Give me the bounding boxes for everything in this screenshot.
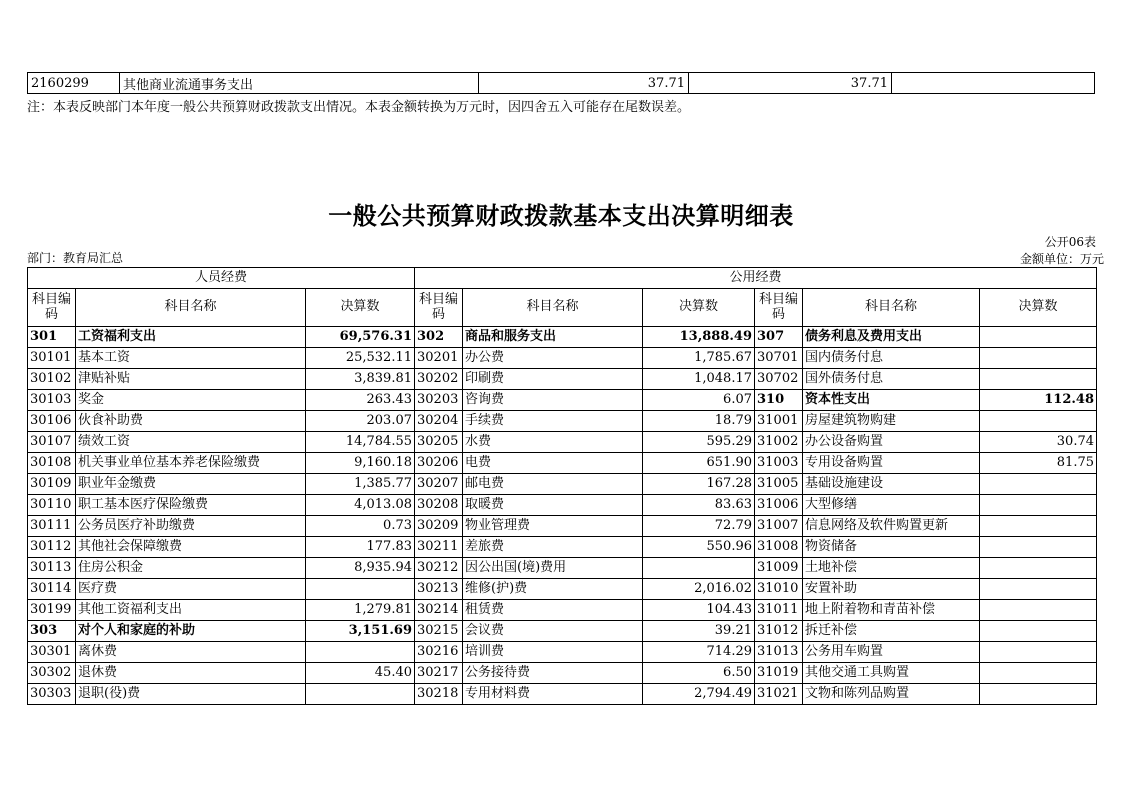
amount-cell: 14,784.55 (306, 432, 415, 453)
amount-cell (980, 369, 1097, 390)
subject-code-cell: 2160299 (28, 73, 120, 94)
table-row (28, 537, 1097, 558)
subject-code-cell: 30218 (415, 684, 463, 705)
subject-code-cell: 31013 (755, 642, 803, 663)
amount-cell: 6.50 (643, 663, 755, 684)
subject-code-cell: 31003 (755, 453, 803, 474)
subject-code-cell: 31007 (755, 516, 803, 537)
subject-name-cell: 手续费 (463, 411, 643, 432)
subject-code-cell: 30207 (415, 474, 463, 495)
amount-cell: 37.71 (689, 73, 892, 94)
table-row (28, 642, 1097, 663)
subject-name-cell: 差旅费 (463, 537, 643, 558)
amount-cell: 1,785.67 (643, 348, 755, 369)
subject-name-cell: 信息网络及软件购置更新 (803, 516, 980, 537)
table-row (28, 432, 1097, 453)
column-header-row (28, 289, 1097, 327)
subject-name-cell: 地上附着物和青苗补偿 (803, 600, 980, 621)
table-row (28, 73, 1095, 94)
amount-cell: 30.74 (980, 432, 1097, 453)
amount-header: 决算数 (643, 289, 755, 327)
table-row (28, 453, 1097, 474)
table-row (28, 579, 1097, 600)
amount-cell: 25,532.11 (306, 348, 415, 369)
subject-code-cell: 31021 (755, 684, 803, 705)
code-header: 科目编码 (755, 289, 803, 327)
subject-name-cell: 其他社会保障缴费 (76, 537, 306, 558)
amount-cell: 8,935.94 (306, 558, 415, 579)
table-row (28, 390, 1097, 411)
subject-code-cell: 31019 (755, 663, 803, 684)
amount-cell (980, 411, 1097, 432)
table-note: 注：本表反映部门本年度一般公共预算财政拨款支出情况。本表金额转换为万元时，因四舍五入可能存在尾数误差。 (27, 100, 691, 115)
amount-cell: 0.73 (306, 516, 415, 537)
subject-code-cell: 301 (28, 327, 76, 348)
subject-code-cell: 30301 (28, 642, 76, 663)
subject-name-cell: 资本性支出 (803, 390, 980, 411)
amount-cell: 2,794.49 (643, 684, 755, 705)
amount-cell: 39.21 (643, 621, 755, 642)
subject-code-cell: 30113 (28, 558, 76, 579)
previous-table-tail (27, 72, 1095, 94)
subject-name-cell: 维修(护)费 (463, 579, 643, 600)
amount-cell: 18.79 (643, 411, 755, 432)
subject-code-cell: 31005 (755, 474, 803, 495)
subject-name-cell: 印刷费 (463, 369, 643, 390)
amount-cell: 714.29 (643, 642, 755, 663)
subject-code-cell: 30203 (415, 390, 463, 411)
subject-code-cell: 30209 (415, 516, 463, 537)
amount-cell (980, 663, 1097, 684)
name-header: 科目名称 (76, 289, 306, 327)
amount-cell (980, 558, 1097, 579)
subject-code-cell: 30107 (28, 432, 76, 453)
subject-code-cell: 30702 (755, 369, 803, 390)
public-expense-header: 公用经费 (415, 268, 1097, 289)
subject-code-cell: 30212 (415, 558, 463, 579)
subject-code-cell: 30103 (28, 390, 76, 411)
amount-cell: 651.90 (643, 453, 755, 474)
amount-cell: 9,160.18 (306, 453, 415, 474)
amount-cell: 37.71 (479, 73, 689, 94)
amount-cell: 3,151.69 (306, 621, 415, 642)
amount-cell: 167.28 (643, 474, 755, 495)
subject-code-cell: 30201 (415, 348, 463, 369)
table-row (28, 663, 1097, 684)
subject-name-cell: 物业管理费 (463, 516, 643, 537)
subject-code-cell: 30111 (28, 516, 76, 537)
amount-cell: 595.29 (643, 432, 755, 453)
amount-cell (980, 348, 1097, 369)
subject-name-cell: 邮电费 (463, 474, 643, 495)
subject-name-cell: 住房公积金 (76, 558, 306, 579)
amount-cell: 3,839.81 (306, 369, 415, 390)
subject-code-cell: 310 (755, 390, 803, 411)
subject-code-cell: 31012 (755, 621, 803, 642)
subject-name-cell: 取暖费 (463, 495, 643, 516)
subject-name-cell: 职业年金缴费 (76, 474, 306, 495)
subject-name-cell: 土地补偿 (803, 558, 980, 579)
subject-name-cell: 其他商业流通事务支出 (120, 73, 479, 94)
subject-code-cell: 30205 (415, 432, 463, 453)
amount-cell: 2,016.02 (643, 579, 755, 600)
subject-name-cell: 其他工资福利支出 (76, 600, 306, 621)
subject-name-cell: 商品和服务支出 (463, 327, 643, 348)
department-label: 部门：教育局汇总 (27, 251, 124, 265)
subject-name-cell: 基础设施建设 (803, 474, 980, 495)
subject-code-cell: 31008 (755, 537, 803, 558)
subject-name-cell: 大型修缮 (803, 495, 980, 516)
amount-cell: 81.75 (980, 453, 1097, 474)
subject-name-cell: 其他交通工具购置 (803, 663, 980, 684)
subject-code-cell: 302 (415, 327, 463, 348)
subject-code-cell: 30101 (28, 348, 76, 369)
amount-cell: 203.07 (306, 411, 415, 432)
subject-code-cell: 30216 (415, 642, 463, 663)
subject-code-cell: 307 (755, 327, 803, 348)
subject-name-cell: 绩效工资 (76, 432, 306, 453)
amount-cell (643, 558, 755, 579)
subject-name-cell: 退职(役)费 (76, 684, 306, 705)
table-code-label: 公开06表 (1044, 235, 1096, 249)
table-row (28, 411, 1097, 432)
subject-name-cell: 电费 (463, 453, 643, 474)
subject-name-cell: 安置补助 (803, 579, 980, 600)
amount-cell: 1,385.77 (306, 474, 415, 495)
amount-cell (980, 327, 1097, 348)
amount-cell (980, 516, 1097, 537)
amount-cell (306, 684, 415, 705)
subject-name-cell: 职工基本医疗保险缴费 (76, 495, 306, 516)
amount-cell: 104.43 (643, 600, 755, 621)
table-row (28, 600, 1097, 621)
amount-header: 决算数 (980, 289, 1097, 327)
subject-name-cell: 国内债务付息 (803, 348, 980, 369)
subject-code-cell: 30303 (28, 684, 76, 705)
subject-name-cell: 办公费 (463, 348, 643, 369)
table-row (28, 558, 1097, 579)
subject-name-cell: 公务接待费 (463, 663, 643, 684)
subject-code-cell: 31010 (755, 579, 803, 600)
subject-code-cell: 30202 (415, 369, 463, 390)
subject-name-cell: 租赁费 (463, 600, 643, 621)
table-row (28, 369, 1097, 390)
amount-cell: 4,013.08 (306, 495, 415, 516)
subject-code-cell: 30102 (28, 369, 76, 390)
page-title: 一般公共预算财政拨款基本支出决算明细表 (328, 202, 794, 230)
subject-code-cell: 31006 (755, 495, 803, 516)
amount-cell: 45.40 (306, 663, 415, 684)
subject-name-cell: 房屋建筑物购建 (803, 411, 980, 432)
amount-cell: 177.83 (306, 537, 415, 558)
amount-cell: 6.07 (643, 390, 755, 411)
subject-code-cell: 30206 (415, 453, 463, 474)
subject-code-cell: 31011 (755, 600, 803, 621)
subject-name-cell: 公务用车购置 (803, 642, 980, 663)
subject-name-cell: 机关事业单位基本养老保险缴费 (76, 453, 306, 474)
name-header: 科目名称 (463, 289, 643, 327)
subject-code-cell: 30215 (415, 621, 463, 642)
subject-code-cell: 30211 (415, 537, 463, 558)
amount-cell: 83.63 (643, 495, 755, 516)
subject-code-cell: 30204 (415, 411, 463, 432)
subject-name-cell: 公务员医疗补助缴费 (76, 516, 306, 537)
table-row (28, 495, 1097, 516)
amount-cell (980, 579, 1097, 600)
subject-name-cell: 会议费 (463, 621, 643, 642)
subject-name-cell: 对个人和家庭的补助 (76, 621, 306, 642)
subject-name-cell: 医疗费 (76, 579, 306, 600)
subject-code-cell: 30110 (28, 495, 76, 516)
subject-code-cell: 31001 (755, 411, 803, 432)
subject-code-cell: 30114 (28, 579, 76, 600)
subject-code-cell: 30217 (415, 663, 463, 684)
subject-name-cell: 专用设备购置 (803, 453, 980, 474)
code-header: 科目编码 (415, 289, 463, 327)
subject-code-cell: 30213 (415, 579, 463, 600)
amount-cell: 13,888.49 (643, 327, 755, 348)
amount-cell: 1,279.81 (306, 600, 415, 621)
amount-cell (892, 73, 1095, 94)
subject-name-cell: 债务利息及费用支出 (803, 327, 980, 348)
table-row (28, 474, 1097, 495)
amount-cell: 263.43 (306, 390, 415, 411)
subject-code-cell: 30701 (755, 348, 803, 369)
amount-cell (980, 600, 1097, 621)
subject-name-cell: 退休费 (76, 663, 306, 684)
subject-name-cell: 伙食补助费 (76, 411, 306, 432)
unit-label: 金额单位：万元 (1019, 252, 1104, 266)
subject-name-cell: 基本工资 (76, 348, 306, 369)
subject-name-cell: 文物和陈列品购置 (803, 684, 980, 705)
subject-code-cell: 303 (28, 621, 76, 642)
amount-cell (306, 642, 415, 663)
subject-name-cell: 离休费 (76, 642, 306, 663)
subject-code-cell: 30112 (28, 537, 76, 558)
table-row (28, 348, 1097, 369)
amount-cell: 69,576.31 (306, 327, 415, 348)
subject-name-cell: 办公设备购置 (803, 432, 980, 453)
subject-name-cell: 咨询费 (463, 390, 643, 411)
amount-cell (980, 642, 1097, 663)
subject-name-cell: 奖金 (76, 390, 306, 411)
subject-name-cell: 津贴补贴 (76, 369, 306, 390)
amount-cell (980, 474, 1097, 495)
amount-header: 决算数 (306, 289, 415, 327)
code-header: 科目编码 (28, 289, 76, 327)
table-row (28, 621, 1097, 642)
subject-name-cell: 专用材料费 (463, 684, 643, 705)
name-header: 科目名称 (803, 289, 980, 327)
subject-name-cell: 水费 (463, 432, 643, 453)
amount-cell: 550.96 (643, 537, 755, 558)
personnel-expense-header: 人员经费 (28, 268, 415, 289)
table-row (28, 516, 1097, 537)
subject-name-cell: 工资福利支出 (76, 327, 306, 348)
subject-code-cell: 30302 (28, 663, 76, 684)
subject-name-cell: 国外债务付息 (803, 369, 980, 390)
amount-cell (980, 495, 1097, 516)
table-row (28, 684, 1097, 705)
subject-code-cell: 31002 (755, 432, 803, 453)
subject-code-cell: 30106 (28, 411, 76, 432)
subject-code-cell: 30199 (28, 600, 76, 621)
subject-code-cell: 30214 (415, 600, 463, 621)
subject-code-cell: 30109 (28, 474, 76, 495)
subject-name-cell: 因公出国(境)费用 (463, 558, 643, 579)
expenditure-detail-table (27, 267, 1097, 705)
amount-cell (306, 579, 415, 600)
amount-cell (980, 537, 1097, 558)
amount-cell (980, 621, 1097, 642)
amount-cell: 112.48 (980, 390, 1097, 411)
amount-cell: 1,048.17 (643, 369, 755, 390)
amount-cell: 72.79 (643, 516, 755, 537)
subject-name-cell: 培训费 (463, 642, 643, 663)
subject-name-cell: 物资储备 (803, 537, 980, 558)
amount-cell (980, 684, 1097, 705)
group-header-row (28, 268, 1097, 289)
subject-code-cell: 30208 (415, 495, 463, 516)
subject-name-cell: 拆迁补偿 (803, 621, 980, 642)
subject-code-cell: 30108 (28, 453, 76, 474)
subject-code-cell: 31009 (755, 558, 803, 579)
table-row (28, 327, 1097, 348)
